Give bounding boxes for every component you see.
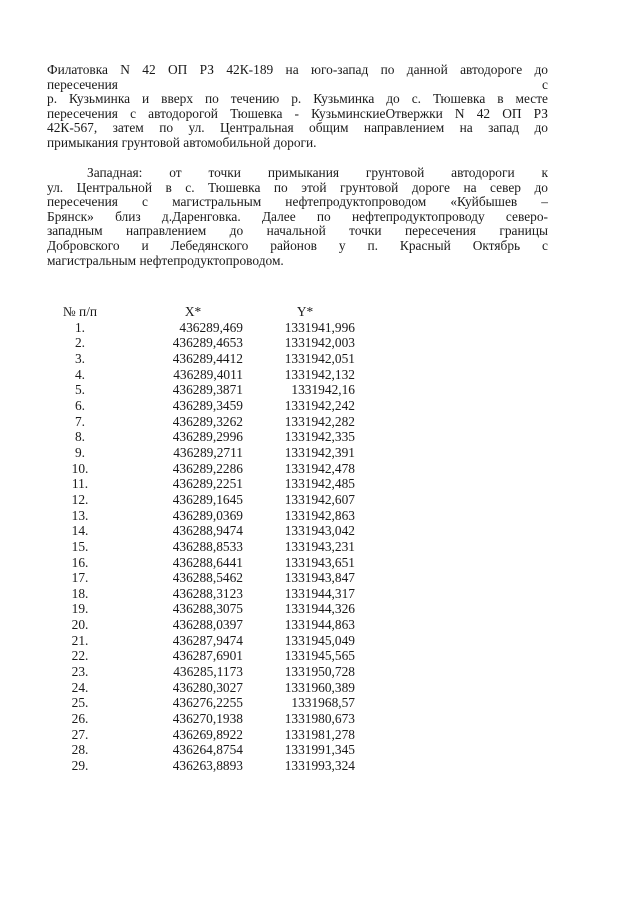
table-row — [47, 476, 355, 492]
cell-number: 19. — [71, 601, 89, 617]
table-row — [47, 414, 355, 430]
cell-number: 27. — [71, 726, 89, 742]
table-row — [47, 461, 355, 477]
cell-y: 1331942,863 — [284, 507, 355, 523]
cell-y: 1331944,326 — [284, 601, 355, 617]
cell-x: 436269,8922 — [172, 726, 243, 742]
cell-x: 436289,469 — [179, 319, 243, 335]
cell-y: 1331945,049 — [284, 632, 355, 648]
cell-y: 1331942,485 — [284, 476, 355, 492]
table-row — [47, 382, 355, 398]
text-line: р. Кузьминка и вверх по течению р. Кузьминка до с. Тюшевка в месте — [47, 91, 548, 107]
cell-number: 24. — [71, 679, 89, 695]
cell-x: 436288,9474 — [172, 523, 243, 539]
table-row — [47, 711, 355, 727]
text-fragment: пересечения — [47, 76, 118, 92]
cell-number: 8. — [74, 429, 86, 445]
cell-y: 1331968,57 — [291, 695, 355, 711]
cell-number: 11. — [71, 476, 89, 492]
cell-y: 1331991,345 — [284, 742, 355, 758]
cell-y: 1331993,324 — [284, 758, 355, 774]
table-row — [47, 555, 355, 571]
cell-number: 14. — [71, 523, 89, 539]
cell-number: 9. — [74, 444, 86, 460]
table-row — [47, 758, 355, 774]
text-line — [47, 78, 548, 93]
cell-x: 436287,6901 — [172, 648, 243, 664]
cell-number: 13. — [71, 507, 89, 523]
cell-y: 1331942,132 — [284, 366, 355, 382]
cell-number: 1. — [74, 319, 86, 335]
text-line: пересечения с автодорогой Тюшевка - КузьминскиеОтвержки N 42 ОП РЗ — [47, 105, 548, 121]
western-boundary-paragraph — [47, 166, 548, 268]
cell-y: 1331941,996 — [284, 319, 355, 335]
text-fragment: с — [542, 76, 548, 92]
cell-x: 436289,3871 — [172, 382, 243, 398]
table-row — [47, 367, 355, 383]
cell-x: 436289,4412 — [172, 350, 243, 366]
table-row — [47, 492, 355, 508]
cell-number: 20. — [71, 617, 89, 633]
table-row — [47, 586, 355, 602]
text-line: пересечения с магистральным нефтепродуктопроводом «Куйбышев – — [47, 194, 548, 210]
cell-y: 1331960,389 — [284, 679, 355, 695]
table-body — [47, 320, 355, 774]
cell-x: 436276,2255 — [172, 695, 243, 711]
table-row — [47, 335, 355, 351]
cell-number: 25. — [71, 695, 89, 711]
cell-x: 436289,2251 — [172, 476, 243, 492]
cell-y: 1331942,003 — [284, 335, 355, 351]
cell-y: 1331981,278 — [284, 726, 355, 742]
cell-y: 1331980,673 — [284, 711, 355, 727]
cell-number: 29. — [71, 758, 89, 774]
cell-x: 436288,6441 — [172, 554, 243, 570]
cell-x: 436270,1938 — [172, 711, 243, 727]
column-header-y: Y* — [296, 304, 314, 319]
cell-x: 436287,9474 — [172, 632, 243, 648]
cell-x: 436289,2286 — [172, 460, 243, 476]
cell-y: 1331944,317 — [284, 585, 355, 601]
cell-number: 12. — [71, 491, 89, 507]
table-row — [47, 523, 355, 539]
cell-x: 436285,1173 — [173, 664, 243, 680]
cell-x: 436289,2711 — [173, 444, 243, 460]
cell-x: 436288,8533 — [172, 538, 243, 554]
table-row — [47, 742, 355, 758]
text-line: Западная: от точки примыкания грунтовой автодороги к — [87, 165, 548, 180]
cell-x: 436264,8754 — [172, 742, 243, 758]
cell-y: 1331944,863 — [284, 617, 355, 633]
cell-number: 21. — [71, 632, 89, 648]
cell-x: 436289,4653 — [172, 335, 243, 351]
table-row — [47, 633, 355, 649]
cell-x: 436289,4011 — [173, 366, 243, 382]
table-row — [47, 617, 355, 633]
cell-x: 436289,3262 — [172, 413, 243, 429]
table-row — [47, 429, 355, 445]
cell-y: 1331942,242 — [284, 397, 355, 413]
cell-y: 1331943,847 — [284, 570, 355, 586]
cell-number: 5. — [74, 382, 86, 398]
cell-x: 436288,3075 — [172, 601, 243, 617]
cell-y: 1331950,728 — [284, 664, 355, 680]
table-row — [47, 680, 355, 696]
cell-x: 436289,3459 — [172, 397, 243, 413]
cell-y: 1331943,042 — [284, 523, 355, 539]
cell-number: 17. — [71, 570, 89, 586]
text-line: Филатовка N 42 ОП РЗ 42К-189 на юго-запад по данной автодороге до — [47, 62, 548, 77]
cell-x: 436280,3027 — [172, 679, 243, 695]
table-row — [47, 695, 355, 711]
cell-x: 436289,0369 — [172, 507, 243, 523]
cell-y: 1331943,231 — [284, 538, 355, 554]
cell-number: 10. — [71, 460, 89, 476]
table-row — [47, 539, 355, 555]
cell-y: 1331942,051 — [284, 350, 355, 366]
cell-number: 2. — [74, 335, 86, 351]
table-row — [47, 648, 355, 664]
cell-number: 4. — [74, 366, 86, 382]
cell-number: 22. — [71, 648, 89, 664]
cell-y: 1331942,282 — [284, 413, 355, 429]
table-row — [47, 570, 355, 586]
cell-x: 436288,5462 — [172, 570, 243, 586]
text-line: Брянск» близ д.Даренговка. Далее по нефтепродуктопроводу северо- — [47, 208, 548, 224]
coordinates-table — [47, 304, 355, 774]
table-row — [47, 727, 355, 743]
cell-x: 436288,3123 — [172, 585, 243, 601]
cell-number: 6. — [74, 397, 86, 413]
cell-number: 7. — [74, 413, 86, 429]
table-row — [47, 601, 355, 617]
table-row — [47, 445, 355, 461]
cell-x: 436263,8893 — [172, 758, 243, 774]
text-line: 42К-567, затем по ул. Центральная общим направлением на запад до — [47, 120, 548, 136]
boundary-description-paragraph — [47, 63, 548, 151]
table-row — [47, 320, 355, 336]
cell-y: 1331942,607 — [284, 491, 355, 507]
column-header-x: X* — [184, 304, 202, 319]
cell-x: 436288,0397 — [172, 617, 243, 633]
cell-x: 436289,1645 — [172, 491, 243, 507]
cell-number: 23. — [71, 664, 89, 680]
text-line: Добровского и Лебедянского районов у п. Красный Октябрь с — [47, 237, 548, 253]
table-header-row — [47, 304, 355, 320]
cell-number: 26. — [71, 711, 89, 727]
table-row — [47, 398, 355, 414]
table-row — [47, 664, 355, 680]
table-row — [47, 508, 355, 524]
cell-x: 436289,2996 — [172, 429, 243, 445]
cell-y: 1331945,565 — [284, 648, 355, 664]
cell-number: 3. — [74, 350, 86, 366]
cell-number: 16. — [71, 554, 89, 570]
cell-number: 18. — [71, 585, 89, 601]
cell-y: 1331942,335 — [284, 429, 355, 445]
cell-y: 1331942,16 — [291, 382, 355, 398]
table-row — [47, 351, 355, 367]
cell-number: 28. — [71, 742, 89, 758]
cell-y: 1331942,391 — [284, 444, 355, 460]
cell-y: 1331943,651 — [284, 554, 355, 570]
text-line: примыкания грунтовой автомобильной дороги. — [47, 134, 317, 150]
column-header-number: № п/п — [62, 304, 98, 319]
text-line: ул. Центральной в с. Тюшевка по этой грунтовой дороге на север до — [47, 179, 548, 195]
text-line: западным направлением до начальной точки пересечения границы — [47, 223, 548, 239]
text-line: магистральным нефтепродуктопроводом. — [47, 252, 284, 268]
cell-number: 15. — [71, 538, 89, 554]
cell-y: 1331942,478 — [284, 460, 355, 476]
